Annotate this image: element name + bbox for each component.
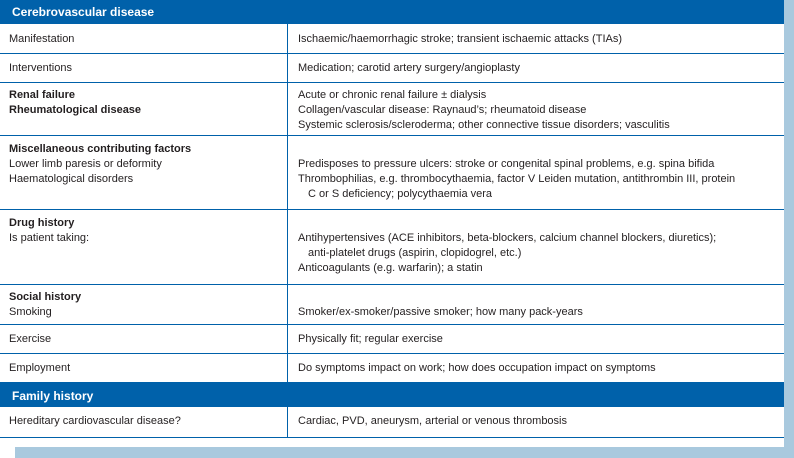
- section-header: Family history: [0, 383, 784, 407]
- row-label-cell: [0, 325, 288, 353]
- row-detail: Ischaemic/haemorrhagic stroke; transient ischaemic attacks (TIAs): [298, 33, 623, 45]
- section-header: Cerebrovascular disease: [0, 0, 784, 24]
- row-detail-cell: [288, 325, 784, 353]
- row-heading: Miscellaneous contributing factors: [9, 143, 192, 155]
- row-detail: C or S deficiency; polycythaemia vera: [308, 188, 493, 200]
- row-detail-cell: [288, 407, 784, 437]
- table-row: [0, 407, 784, 438]
- table-row: [0, 325, 784, 354]
- row-heading: Drug history: [9, 217, 75, 229]
- row-detail: Anticoagulants (e.g. warfarin); a statin: [298, 262, 483, 274]
- row-detail-cell: [288, 54, 784, 82]
- row-label: Hereditary cardiovascular disease?: [9, 415, 181, 427]
- row-detail: Do symptoms impact on work; how does occupation impact on symptoms: [298, 362, 656, 374]
- row-detail: Cardiac, PVD, aneurysm, arterial or venous thrombosis: [298, 415, 567, 427]
- side-accent-strip: [784, 0, 794, 458]
- row-label-cell: [0, 83, 288, 135]
- row-heading: Renal failure: [9, 89, 76, 101]
- row-label: Haematological disorders: [9, 173, 134, 185]
- row-detail: Physically fit; regular exercise: [298, 333, 443, 345]
- table-row: [0, 210, 784, 285]
- row-detail: Acute or chronic renal failure ± dialysis: [298, 89, 487, 101]
- row-detail-cell: [288, 354, 784, 382]
- row-detail: Systemic sclerosis/scleroderma; other connective tissue disorders; vasculitis: [298, 119, 670, 131]
- table-row: [0, 24, 784, 54]
- table-row: [0, 136, 784, 210]
- row-label-cell: [0, 54, 288, 82]
- row-detail: anti-platelet drugs (aspirin, clopidogrel, etc.): [308, 247, 522, 259]
- table-row: [0, 83, 784, 136]
- row-detail: [298, 142, 784, 157]
- row-detail-cell: [288, 24, 784, 53]
- row-heading: Rheumatological disease: [9, 104, 142, 116]
- row-label-cell: [0, 285, 288, 324]
- table-row: [0, 54, 784, 83]
- table-row: [0, 285, 784, 325]
- row-detail-cell: [288, 136, 784, 209]
- row-label: Lower limb paresis or deformity: [9, 158, 162, 170]
- row-detail: Collagen/vascular disease: Raynaud’s; rheumatoid disease: [298, 104, 587, 116]
- row-detail-cell: [288, 83, 784, 135]
- row-detail: Thrombophilias, e.g. thrombocythaemia, factor V Leiden mutation, antithrombin III, protein: [298, 173, 736, 185]
- row-label: Employment: [9, 362, 71, 374]
- row-label: Is patient taking:: [9, 232, 90, 244]
- bottom-accent-strip: [15, 447, 794, 458]
- row-label: Interventions: [9, 62, 72, 74]
- row-detail-cell: [288, 285, 784, 324]
- row-detail-cell: [288, 210, 784, 284]
- row-label: Manifestation: [9, 33, 75, 45]
- row-detail: Smoker/ex-smoker/passive smoker; how many pack-years: [298, 306, 583, 318]
- row-detail: Medication; carotid artery surgery/angioplasty: [298, 62, 520, 74]
- row-detail: Predisposes to pressure ulcers: stroke or congenital spinal problems, e.g. spina bifida: [298, 158, 715, 170]
- row-detail: [298, 290, 784, 305]
- row-detail: Antihypertensives (ACE inhibitors, beta-blockers, calcium channel blockers, diuretics);: [298, 232, 717, 244]
- row-label-cell: [0, 24, 288, 53]
- row-label-cell: [0, 136, 288, 209]
- table-row: [0, 354, 784, 383]
- row-label-cell: [0, 354, 288, 382]
- row-label: Smoking: [9, 306, 52, 318]
- row-label-cell: [0, 407, 288, 437]
- row-heading: Social history: [9, 291, 82, 303]
- row-label: Exercise: [9, 333, 52, 345]
- row-detail: [298, 216, 784, 231]
- row-label-cell: [0, 210, 288, 284]
